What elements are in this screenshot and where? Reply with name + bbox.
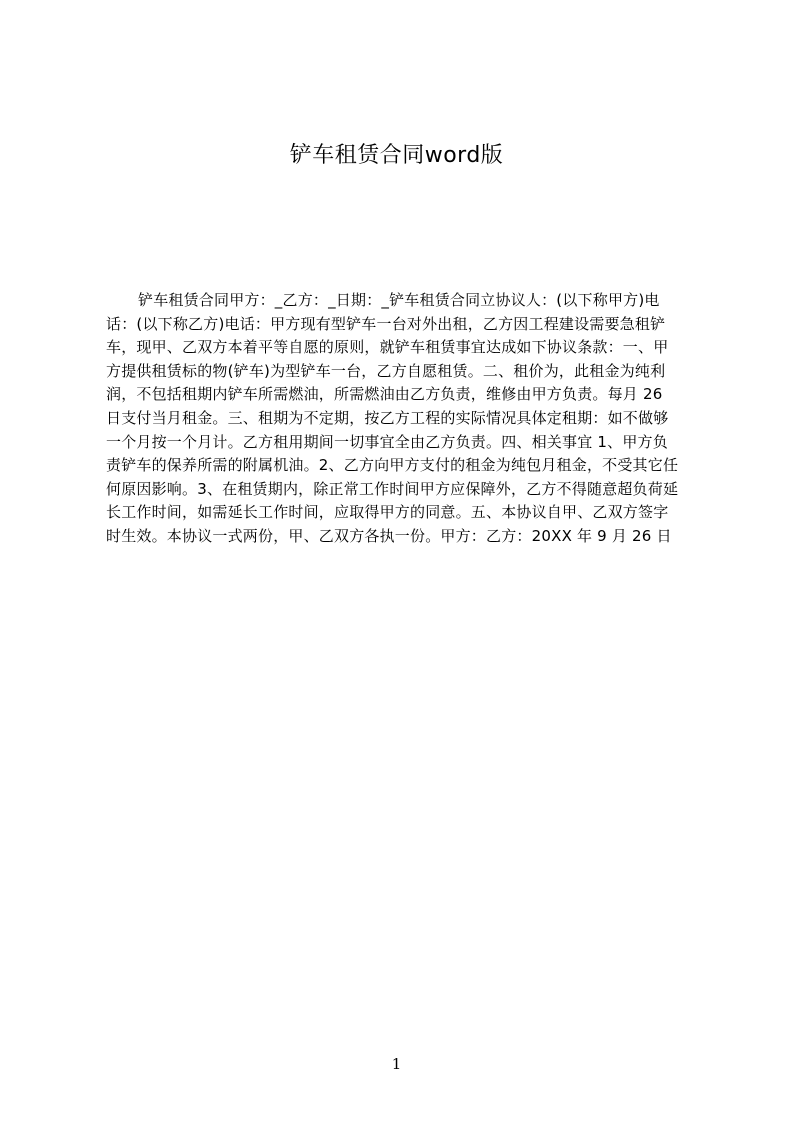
body-line: 车，现甲、乙双方本着平等自愿的原则，就铲车租赁事宜达成如下协议条款：一、甲: [106, 338, 669, 357]
body-line: 长工作时间，如需延长工作时间，应取得甲方的同意。五、本协议自甲、乙双方签字: [106, 503, 669, 522]
body-line: 责铲车的保养所需的附属机油。2、乙方向甲方支付的租金为纯包月租金，不受其它任: [106, 456, 679, 475]
body-line: 一个月按一个月计。乙方租用期间一切事宜全由乙方负责。四、相关事宜 1、甲方负: [106, 432, 668, 451]
document-title: 铲车租赁合同word版: [289, 143, 504, 168]
body-line: 润，不包括租期内铲车所需燃油，所需燃油由乙方负责，维修由甲方负责。每月 26: [106, 385, 663, 404]
body-line: 方提供租赁标的物(铲车)为型铲车一台，乙方自愿租赁。二、租价为，此租金为纯利: [106, 361, 666, 380]
page-number: 1: [391, 1055, 402, 1073]
body-line: 何原因影响。3、在租赁期内，除正常工作时间甲方应保障外，乙方不得随意超负荷延: [106, 479, 679, 498]
body-line: 日支付当月租金。三、租期为不定期，按乙方工程的实际情况具体定租期：如不做够: [106, 408, 669, 427]
body-line: 铲车租赁合同甲方：_乙方：_日期：_铲车租赁合同立协议人：(以下称甲方)电: [138, 291, 660, 309]
body-line: 时生效。本协议一式两份，甲、乙双方各执一份。甲方：乙方：20XX 年 9 月 26 日: [106, 526, 672, 545]
body-line: 话：(以下称乙方)电话：甲方现有型铲车一台对外出租，乙方因工程建设需要急租铲: [106, 314, 666, 333]
contract-body: [106, 289, 698, 589]
